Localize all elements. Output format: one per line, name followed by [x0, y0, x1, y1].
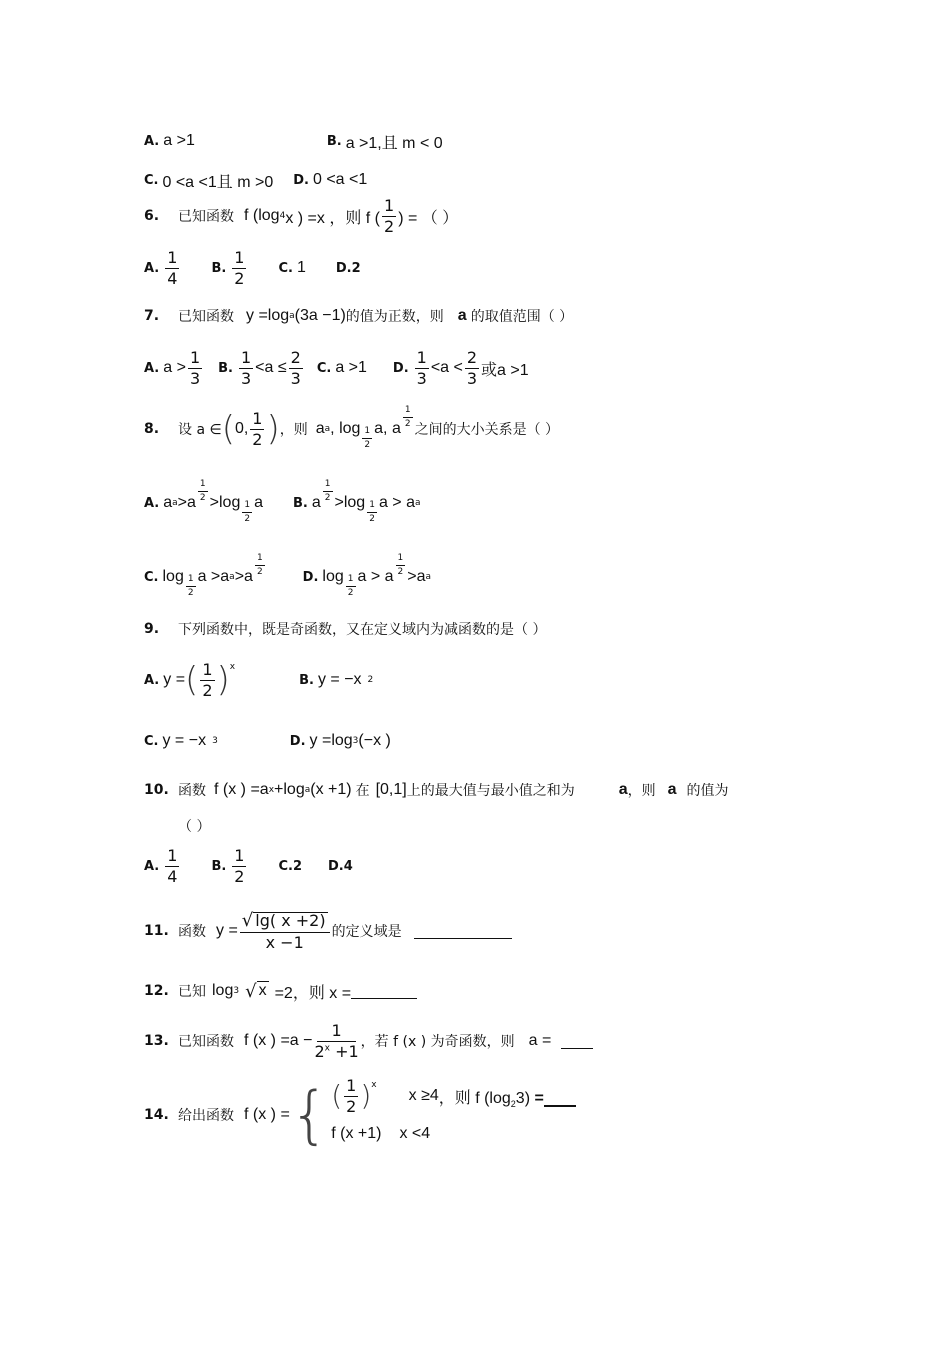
option-b-expr: a >1,且 m < 0: [345, 134, 443, 152]
superscript: 2: [367, 675, 374, 685]
denominator: 2: [234, 268, 245, 288]
right-paren: ): [360, 1079, 372, 1112]
math-expr: >a: [234, 568, 253, 585]
math-expr: (3a −1): [294, 307, 346, 324]
q10-options: [144, 846, 357, 886]
answer-blank[interactable]: [414, 924, 512, 939]
superscript: a: [229, 572, 235, 582]
half-subscript: [362, 427, 372, 450]
sqrt: [245, 981, 268, 1002]
question-14: [144, 1074, 576, 1156]
interval: [0,1]: [375, 781, 407, 798]
question-text: 的值为正数，则: [345, 309, 444, 325]
option-a-expr: a >1: [163, 132, 195, 149]
subscript: a: [304, 785, 311, 795]
option-label: C.: [144, 569, 159, 585]
q6-options: [144, 248, 365, 288]
fraction: [232, 845, 246, 886]
superscript: a: [414, 498, 421, 508]
numerator: 1: [396, 554, 406, 566]
question-text: ，则: [627, 783, 656, 799]
question-lead: 已知函数: [178, 1034, 234, 1050]
question-lead: 已知函数: [178, 209, 234, 225]
question-text: ，则: [279, 422, 308, 438]
q8-options-row2: [144, 552, 432, 598]
numerator: 1: [252, 408, 263, 428]
left-paren: (: [185, 660, 199, 700]
question-6: [144, 196, 458, 236]
math-expr: f (x ) =a: [214, 781, 269, 798]
fraction: [415, 347, 429, 388]
math-expr: f (x +1): [331, 1125, 382, 1142]
half-superscript: [323, 480, 333, 503]
fraction: [200, 659, 214, 700]
piecewise-cases: [331, 1075, 439, 1149]
option-label: A.: [144, 672, 160, 688]
option-label: B.: [211, 858, 227, 874]
numerator: 1: [240, 347, 252, 367]
math-expr: a > a: [378, 494, 415, 511]
q10-answer-paren: [178, 806, 210, 846]
option-label: B.: [299, 672, 314, 688]
question-number: 14.: [144, 1107, 169, 1123]
math-expr: (−x ): [358, 732, 391, 749]
math-expr: a: [311, 494, 321, 511]
fraction: [250, 408, 264, 449]
condition: x ≥4: [408, 1087, 439, 1104]
option-label: D.: [289, 733, 306, 749]
question-lead: 设 a ∈: [178, 422, 222, 438]
radicand: x: [257, 981, 269, 1002]
math-expr: <a ≤: [255, 359, 287, 376]
question-text: 之间的大小关系是（ ）: [414, 422, 560, 438]
numerator: 1: [362, 427, 372, 439]
numerator: 1: [346, 1075, 357, 1095]
question-10: [144, 770, 729, 810]
subscript: 2: [510, 1099, 516, 1110]
numerator: 1: [202, 659, 213, 679]
denominator: 2: [202, 680, 213, 700]
question-text: 的取值范围（ ）: [470, 309, 574, 325]
radical-sign: √: [241, 909, 254, 931]
answer-blank[interactable]: [561, 1034, 593, 1049]
numerator: 1: [242, 501, 252, 513]
option-label: C.: [144, 733, 159, 749]
subscript: 4: [279, 211, 286, 221]
math-expr: +1: [335, 1041, 359, 1061]
numerator: 1: [346, 575, 356, 587]
radical-sign: √: [245, 980, 257, 1002]
math-expr: , log: [330, 420, 361, 437]
half-superscript: [198, 480, 208, 503]
question-lead: 下列函数中，既是奇函数，又在定义域内为减函数的是（ ）: [178, 622, 547, 638]
math-expr: y =log: [246, 307, 290, 324]
denominator: x −1: [265, 932, 304, 952]
question-12: [144, 971, 417, 1011]
half-superscript: [396, 554, 406, 577]
q9-options-row2: [144, 721, 391, 761]
question-lead: 已知: [178, 984, 206, 1000]
question-text: 上的最大值与最小值之和为: [406, 783, 575, 799]
piecewise-case-2: [331, 1119, 439, 1149]
option-label: D.: [302, 569, 319, 585]
math-expr: >a: [407, 568, 426, 585]
math-expr: <a <: [430, 359, 463, 376]
variable: a: [457, 307, 467, 324]
fraction: [465, 347, 479, 388]
half-superscript: [403, 406, 413, 429]
math-expr: =2，则 x =: [274, 984, 352, 1002]
fraction: [382, 195, 396, 236]
option-label: D.: [293, 172, 309, 188]
numerator: 1: [167, 247, 178, 267]
math-expr: a: [254, 494, 263, 511]
subscript: 3: [352, 736, 359, 746]
superscript: x: [324, 1043, 330, 1054]
denominator: 2: [187, 587, 194, 598]
fraction: [165, 247, 179, 288]
answer-paren: （ ）: [178, 819, 211, 835]
math-expr: a > a: [357, 568, 394, 585]
math-expr: 3): [515, 1089, 531, 1107]
option-label: D.4: [328, 858, 353, 874]
denominator: 3: [189, 368, 201, 388]
sqrt: [241, 909, 328, 931]
numerator: 1: [403, 406, 413, 418]
numerator: 2: [290, 347, 301, 367]
option-label: D.: [392, 360, 409, 376]
math-expr: 0,: [234, 420, 249, 437]
math-expr: >log: [209, 494, 241, 511]
fraction: [239, 347, 253, 388]
numerator: 1: [255, 554, 265, 566]
fraction: [165, 845, 179, 886]
numerator: 1: [189, 347, 201, 367]
option-label: A.: [144, 495, 160, 511]
half-superscript: [255, 554, 265, 577]
math-expr: y =: [216, 922, 238, 939]
question-number: 8.: [144, 421, 160, 437]
denominator: 3: [290, 368, 301, 388]
superscript: x: [371, 1080, 377, 1090]
numerator: 1: [416, 347, 427, 367]
numerator: 2: [466, 347, 478, 367]
math-expr: f (x ) =: [244, 1106, 290, 1123]
denominator: 4: [167, 268, 178, 288]
option-label: A.: [144, 858, 160, 874]
right-paren: ): [266, 409, 280, 449]
question-lead: 给出函数: [178, 1108, 234, 1124]
condition: x <4: [399, 1125, 431, 1142]
question-11: [144, 911, 512, 951]
fraction: [289, 347, 303, 388]
math-expr: >a: [177, 494, 196, 511]
superscript: a: [425, 572, 432, 582]
option-label: C.: [144, 172, 159, 188]
half-subscript: [346, 575, 356, 598]
answer-blank[interactable]: [544, 1091, 576, 1107]
math-expr: >log: [334, 494, 366, 511]
denominator: 2: [324, 492, 331, 503]
superscript: 3: [212, 736, 218, 746]
denominator: 3: [416, 368, 427, 388]
fraction: [188, 347, 202, 388]
question-number: 7.: [144, 308, 160, 324]
question-text: 的定义域是: [331, 924, 402, 940]
option-label: D.2: [335, 260, 361, 276]
superscript: x: [229, 662, 236, 672]
variable: a: [667, 781, 677, 798]
denominator: 4: [167, 866, 178, 886]
question-8: [144, 404, 560, 450]
option-label: C.2: [278, 858, 303, 874]
denominator: 2: [404, 418, 411, 429]
superscript: a: [324, 424, 331, 434]
variable: a: [618, 781, 628, 798]
math-expr: y =log: [309, 732, 353, 749]
question-lead: 已知函数: [178, 309, 234, 325]
denominator: 2: [364, 439, 371, 450]
question-lead: 函数: [178, 924, 206, 940]
option-label: A.: [144, 133, 160, 149]
math-expr: y =: [163, 671, 186, 688]
math-expr: f (x ) =a −: [244, 1032, 313, 1049]
radicand: lg( x +2): [255, 910, 326, 930]
q7-options: [144, 348, 529, 388]
numerator: 1: [186, 575, 196, 587]
denominator: 3: [466, 368, 478, 388]
math-expr: 1: [296, 259, 306, 276]
half-subscript: [186, 575, 196, 598]
denominator: 2: [199, 492, 206, 503]
q5-options-row1: [144, 121, 443, 161]
base: 2: [314, 1041, 325, 1061]
math-expr: log: [322, 568, 344, 585]
question-number: 6.: [144, 208, 160, 224]
option-d-expr: 0 <a <1: [312, 171, 368, 188]
denominator: 2: [256, 566, 263, 577]
left-paren: (: [331, 1079, 343, 1112]
piecewise-case-1: [331, 1075, 439, 1116]
left-brace: {: [289, 1078, 330, 1151]
math-expr: a >1: [335, 359, 367, 376]
numerator: 1: [198, 480, 208, 492]
option-label: C.: [316, 360, 332, 376]
question-number: 9.: [144, 621, 160, 637]
question-lead: 函数: [178, 783, 206, 799]
denominator: 2: [397, 566, 404, 577]
denominator: 2: [384, 216, 395, 236]
q8-options-row1: [144, 478, 421, 524]
question-text: ，则 f (log: [438, 1089, 511, 1107]
question-text: ，若 f (x ) 为奇函数，则: [360, 1034, 515, 1050]
math-expr: a =: [528, 1032, 552, 1049]
option-c-expr: 0 <a <1且 m >0: [162, 173, 274, 191]
numerator: 1: [317, 1023, 355, 1042]
numerator: 1: [367, 501, 377, 513]
math-expr: +log: [274, 781, 305, 798]
q5-options-row2: [144, 160, 367, 200]
denominator: [314, 1042, 358, 1060]
numerator: [240, 909, 330, 933]
math-expr: f (log: [244, 207, 280, 224]
q14-tail: [439, 1085, 544, 1109]
denominator: 2: [369, 513, 375, 524]
fraction: [240, 909, 330, 952]
superscript: a: [172, 498, 178, 508]
question-number: 11.: [144, 923, 169, 939]
option-label: B.: [218, 360, 233, 376]
numerator: 1: [167, 845, 178, 865]
math-expr: log: [212, 982, 234, 999]
question-13: [144, 1021, 593, 1061]
math-expr: x ) =x ，则 f (: [285, 209, 380, 227]
superscript: x: [268, 785, 275, 795]
numerator: 1: [384, 195, 395, 215]
math-expr: y = −x: [317, 671, 362, 688]
numerator: 1: [234, 845, 245, 865]
option-label: A.: [144, 260, 160, 276]
denominator: 2: [346, 1096, 357, 1116]
math-expr: a >a: [197, 568, 230, 585]
equals: =: [534, 1089, 544, 1107]
option-label: A.: [144, 360, 160, 376]
denominator: 2: [347, 587, 354, 598]
denominator: 3: [240, 368, 252, 388]
question-9: [144, 609, 546, 649]
denominator: 2: [252, 429, 263, 449]
question-7: [144, 296, 573, 336]
denominator: 2: [234, 866, 245, 886]
right-paren: ): [216, 660, 230, 700]
question-number: 13.: [144, 1033, 169, 1049]
option-label: B.: [293, 495, 308, 511]
numerator: 1: [234, 247, 245, 267]
fraction: [344, 1075, 358, 1116]
half-subscript: [367, 501, 377, 524]
answer-blank[interactable]: [351, 984, 417, 999]
math-expr: (x +1): [310, 781, 352, 798]
math-expr: a >: [163, 359, 186, 376]
math-expr: y = −x: [162, 732, 207, 749]
question-number: 12.: [144, 983, 169, 999]
question-number: 10.: [144, 782, 169, 798]
subscript: a: [289, 311, 295, 321]
denominator: 2: [244, 513, 251, 524]
subscript: 3: [233, 986, 240, 996]
math-expr: a: [315, 420, 325, 437]
option-label: C.: [278, 260, 293, 276]
question-text: 在: [355, 783, 370, 799]
math-expr: a, a: [374, 420, 401, 437]
numerator: 1: [323, 480, 333, 492]
math-expr: ) = （ ）: [398, 209, 459, 227]
q9-options-row1: [144, 660, 373, 700]
math-expr: log: [162, 568, 184, 585]
fraction: [314, 1020, 359, 1061]
math-expr: a: [163, 494, 173, 511]
question-text: 的值为: [686, 783, 729, 799]
left-paren: (: [221, 409, 235, 449]
option-label: B.: [326, 133, 342, 149]
fraction: [232, 247, 246, 288]
half-subscript: [242, 501, 252, 524]
math-expr: 或a >1: [481, 361, 529, 379]
option-label: B.: [211, 260, 227, 276]
